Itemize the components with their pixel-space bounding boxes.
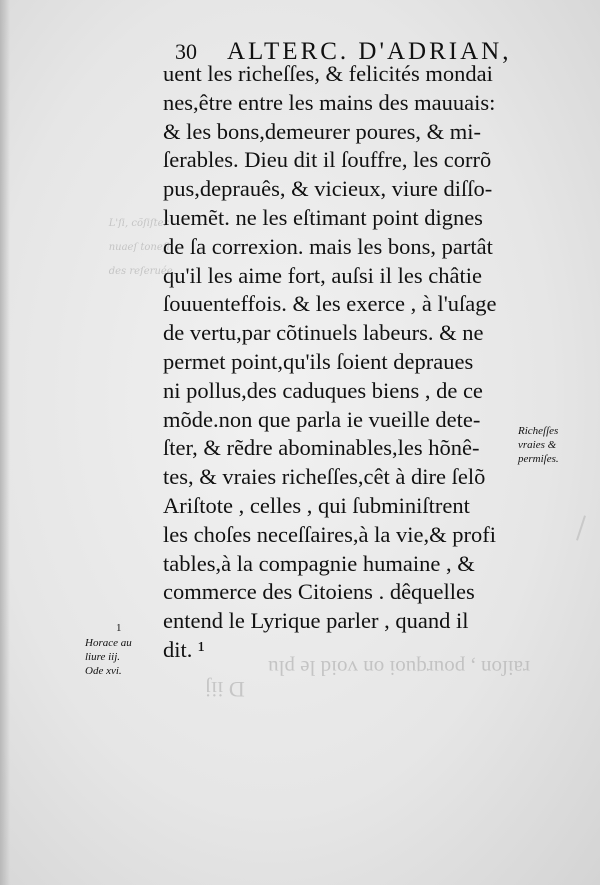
page-edge-shadow	[0, 0, 10, 885]
text-line: mõde.non que parla ie vueille dete-	[163, 406, 481, 432]
text-line: commerce des Citoiens . dêquelles	[163, 579, 475, 605]
text-line: permet point,qu'ils ſoient depraues	[163, 348, 474, 374]
text-line: dit. ¹	[163, 636, 205, 662]
text-line: luemẽt. ne les eſtimant point dignes	[163, 204, 483, 230]
body-text	[163, 60, 523, 665]
bleed-through-folio: D iij	[205, 677, 245, 702]
margin-note-line: Richeſſes	[518, 425, 559, 437]
margin-note-line: permiſes.	[518, 453, 559, 465]
text-line: de vertu,par cõtinuels labeurs. & ne	[163, 320, 484, 346]
ghost-note-line: des reſeruée.	[108, 266, 176, 277]
text-line: de ſa correxion. mais les bons, partât	[163, 233, 493, 259]
margin-note-line: Horace au	[85, 637, 132, 649]
text-line: ſouuenteffois. & les exerce , à l'uſage	[163, 291, 497, 317]
text-line: tes, & vraies richeſſes,cêt à dire ſelõ	[163, 464, 486, 490]
margin-note-line: liure iij.	[85, 651, 121, 663]
paper-crease	[576, 515, 586, 540]
text-line: uent les richeſſes, & felicités mondai	[163, 61, 493, 86]
text-line: entend le Lyrique parler , quand il	[163, 608, 469, 634]
bleed-through-text: raiſon , pourquoi on void le plu	[268, 656, 530, 680]
text-line: Ariſtote , celles , qui ſubminiſtrent	[163, 492, 470, 518]
running-title: ALTERC. D'ADRIAN,	[227, 38, 512, 65]
text-line: nes,être entre les mains des mauuais:	[163, 89, 496, 115]
margin-note-line: vraies &	[518, 439, 557, 451]
text-line: les choſes neceſſaires,à la vie,& profi	[163, 521, 496, 547]
margin-note-right	[518, 424, 559, 466]
ghost-note-line: L'ſi, cõſiſter	[108, 218, 169, 229]
margin-note-line: Ode xvi.	[85, 665, 122, 677]
text-line: ſter, & rẽdre abominables,les hõnê-	[163, 435, 480, 461]
ghost-note-line: nuaeſ toneſi	[108, 242, 170, 253]
footnote-marker: 1	[116, 622, 122, 634]
text-line: qu'il les aime fort, auſsi il les châtie	[163, 262, 482, 288]
text-line: ſerables. Dieu dit il ſouffre, les corrõ	[163, 147, 492, 173]
margin-note-left	[85, 636, 132, 678]
text-line: & les bons,demeurer poures, & mi-	[163, 118, 482, 144]
page-number: 30	[175, 39, 197, 64]
text-line: ni pollus,des caduques biens , de ce	[163, 377, 483, 403]
text-line: tables,à la compagnie humaine , &	[163, 550, 475, 576]
text-line: pus,deprauês, & vicieux, viure diſſo-	[163, 176, 493, 202]
